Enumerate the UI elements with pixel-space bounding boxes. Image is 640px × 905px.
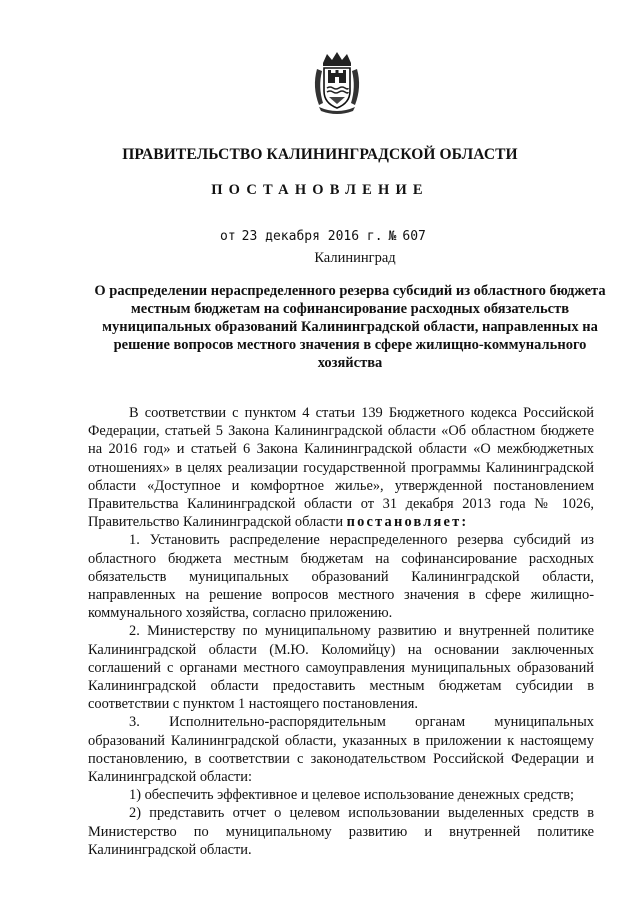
document-subject: О распределении нераспределенного резерва субсидий из областного бюджета местным бюджетам на софинансирование расходных обязательств муниципальных образований Калининградской области, направленных на решение вопросов местного значения в сфере жилищно-коммунального хозяйства — [94, 283, 606, 371]
document-date: 23 декабря 2016 г. — [241, 229, 383, 244]
paragraph-2: 2. Министерству по муниципальному развитию и внутренней политике Калининградской области (М.Ю. Коломийцу) на основании заключенных соглашений с органами местного самоуправления муниципальных образований Калининградской области предоставить местным бюджетам субсидии в соответствии с пунктом 1 настоящего постановления. — [88, 623, 594, 713]
resolves-word: постановляет: — [346, 514, 469, 531]
document-body — [88, 404, 594, 859]
preamble-text: В соответствии с пунктом 4 статьи 139 Бюджетного кодекса Российской Федерации, статьей 5 Закона Калининградской области «Об областном бюджете на 2016 год» и статьей 6 Закона Калининградской области «О межбюджетных отношениях» в целях реализации государственной программы Калининградской области «Доступное и комфортное жилье», утвержденной постановлением Правительства Калининградской области от 31 декабря 2013 года № 1026, Правительство Калининградской области — [88, 405, 594, 531]
paragraph-1: 1. Установить распределение нераспределенного резерва субсидий из областного бюджета местным бюджетам на софинансирование расходных обязательств муниципальных образований Калининградской области, направленных на решение вопросов местного значения в сфере жилищно-коммунального хозяйства, согласно приложению. — [88, 532, 594, 622]
government-name: ПРАВИТЕЛЬСТВО КАЛИНИНГРАДСКОЙ ОБЛАСТИ — [122, 146, 518, 163]
coat-of-arms-icon — [311, 51, 363, 115]
number-sign: № — [388, 229, 397, 244]
document-number: 607 — [402, 229, 426, 244]
date-prefix: от — [220, 229, 236, 244]
city: Калининград — [314, 250, 396, 266]
date-line — [220, 229, 432, 244]
preamble-paragraph — [88, 404, 594, 531]
paragraph-3: 3. Исполнительно-распорядительным органам муниципальных образований Калининградской области, указанных в приложении к настоящему постановлению, в соответствии с законодательством Российской Федерации и Калининградской области: — [88, 714, 594, 786]
document-type: ПОСТАНОВЛЕНИЕ — [211, 182, 429, 198]
paragraph-3-item-1: 1) обеспечить эффективное и целевое использование денежных средств; — [129, 787, 575, 804]
paragraph-3-item-2: 2) представить отчет о целевом использовании выделенных средств в Министерство по муниципальному развитию и внутренней политике Калининградской области. — [88, 805, 594, 858]
